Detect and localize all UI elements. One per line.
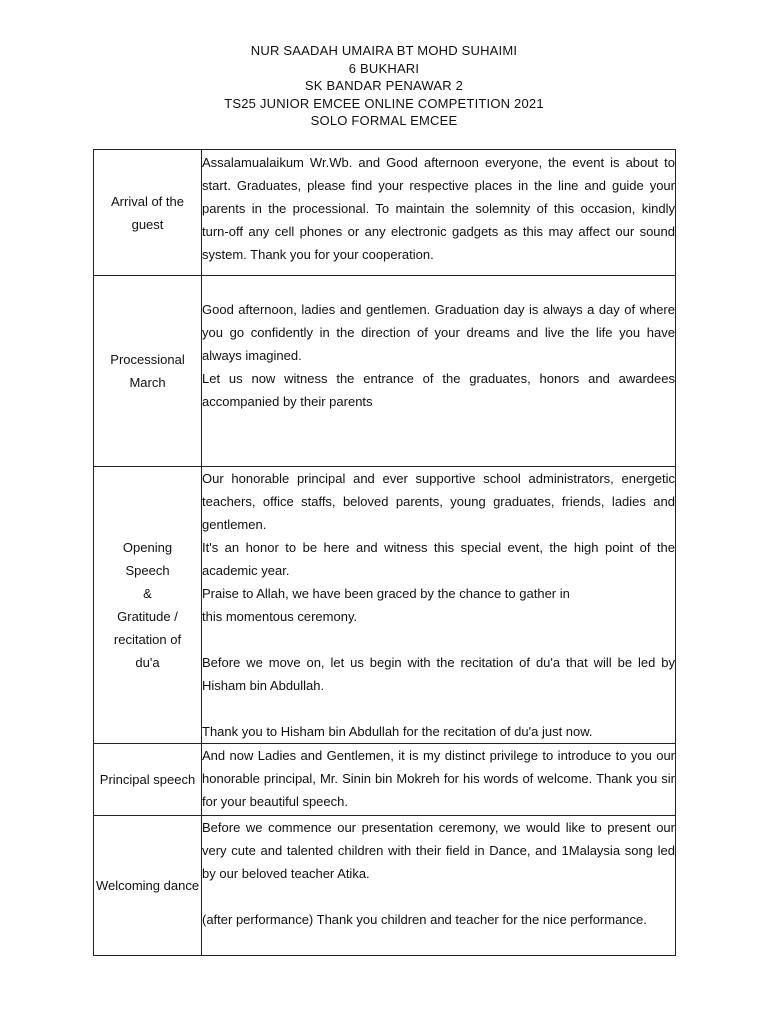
script-row [94, 150, 676, 276]
emcee-script-table [93, 149, 676, 956]
school-name: SK BANDAR PENAWAR 2 [304, 78, 464, 93]
script-row [94, 816, 676, 956]
section-text: Our honorable principal and ever supportive school administrators, energetic teachers, office staffs, beloved parents, young graduates, friends, ladies and gentlemen. It's an honor to be here and witness this special event, the high point of the academic year. Praise to Allah, we have been graced by the chance to gather in this momentous ceremony. Before we move on, let us begin with the recitation of du'a that will be led by Hisham bin Abdullah. Thank you to Hisham bin Abdullah for the recitation of du'a just now. [202, 467, 676, 744]
script-row [94, 467, 676, 744]
section-text: Assalamualaikum Wr.Wb. and Good afternoon everyone, the event is about to start. Graduates, please find your respective places in the line and guide your parents in the processional. To maintain the solemnity of this occasion, kindly turn-off any cell phones or any electronic gadgets as this may affect our sound system. Thank you for your cooperation. [202, 150, 676, 276]
class-name: 6 BUKHARI [348, 60, 420, 76]
section-text: And now Ladies and Gentlemen, it is my distinct privilege to introduce to you our honorable principal, Mr. Sinin bin Mokreh for his words of welcome. Thank you sir for your beautiful speech. [202, 744, 676, 816]
document-header [0, 42, 768, 130]
category-title: SOLO FORMAL EMCEE [310, 113, 458, 128]
section-text: Good afternoon, ladies and gentlemen. Graduation day is always a day of where you go confidently in the direction of your dreams and live the life you have always imagined. Let us now witness the entrance of the graduates, honors and awardees accompanied by their parents [202, 276, 676, 467]
section-label: Welcoming dance [94, 816, 202, 956]
student-name: NUR SAADAH UMAIRA BT MOHD SUHAIMI [250, 43, 518, 58]
competition-title: TS25 JUNIOR EMCEE ONLINE COMPETITION 2021 [224, 95, 544, 111]
section-label: Opening Speech & Gratitude / recitation of du'a [94, 467, 202, 744]
section-label: Principal speech [94, 744, 202, 816]
section-label: Arrival of the guest [94, 150, 202, 276]
section-label: Processional March [94, 276, 202, 467]
script-row [94, 744, 676, 816]
script-row [94, 276, 676, 467]
section-text: Before we commence our presentation ceremony, we would like to present our very cute and talented children with their field in Dance, and 1Malaysia song led by our beloved teacher Atika. (after performance) Thank you children and teacher for the nice performance. [202, 816, 676, 956]
